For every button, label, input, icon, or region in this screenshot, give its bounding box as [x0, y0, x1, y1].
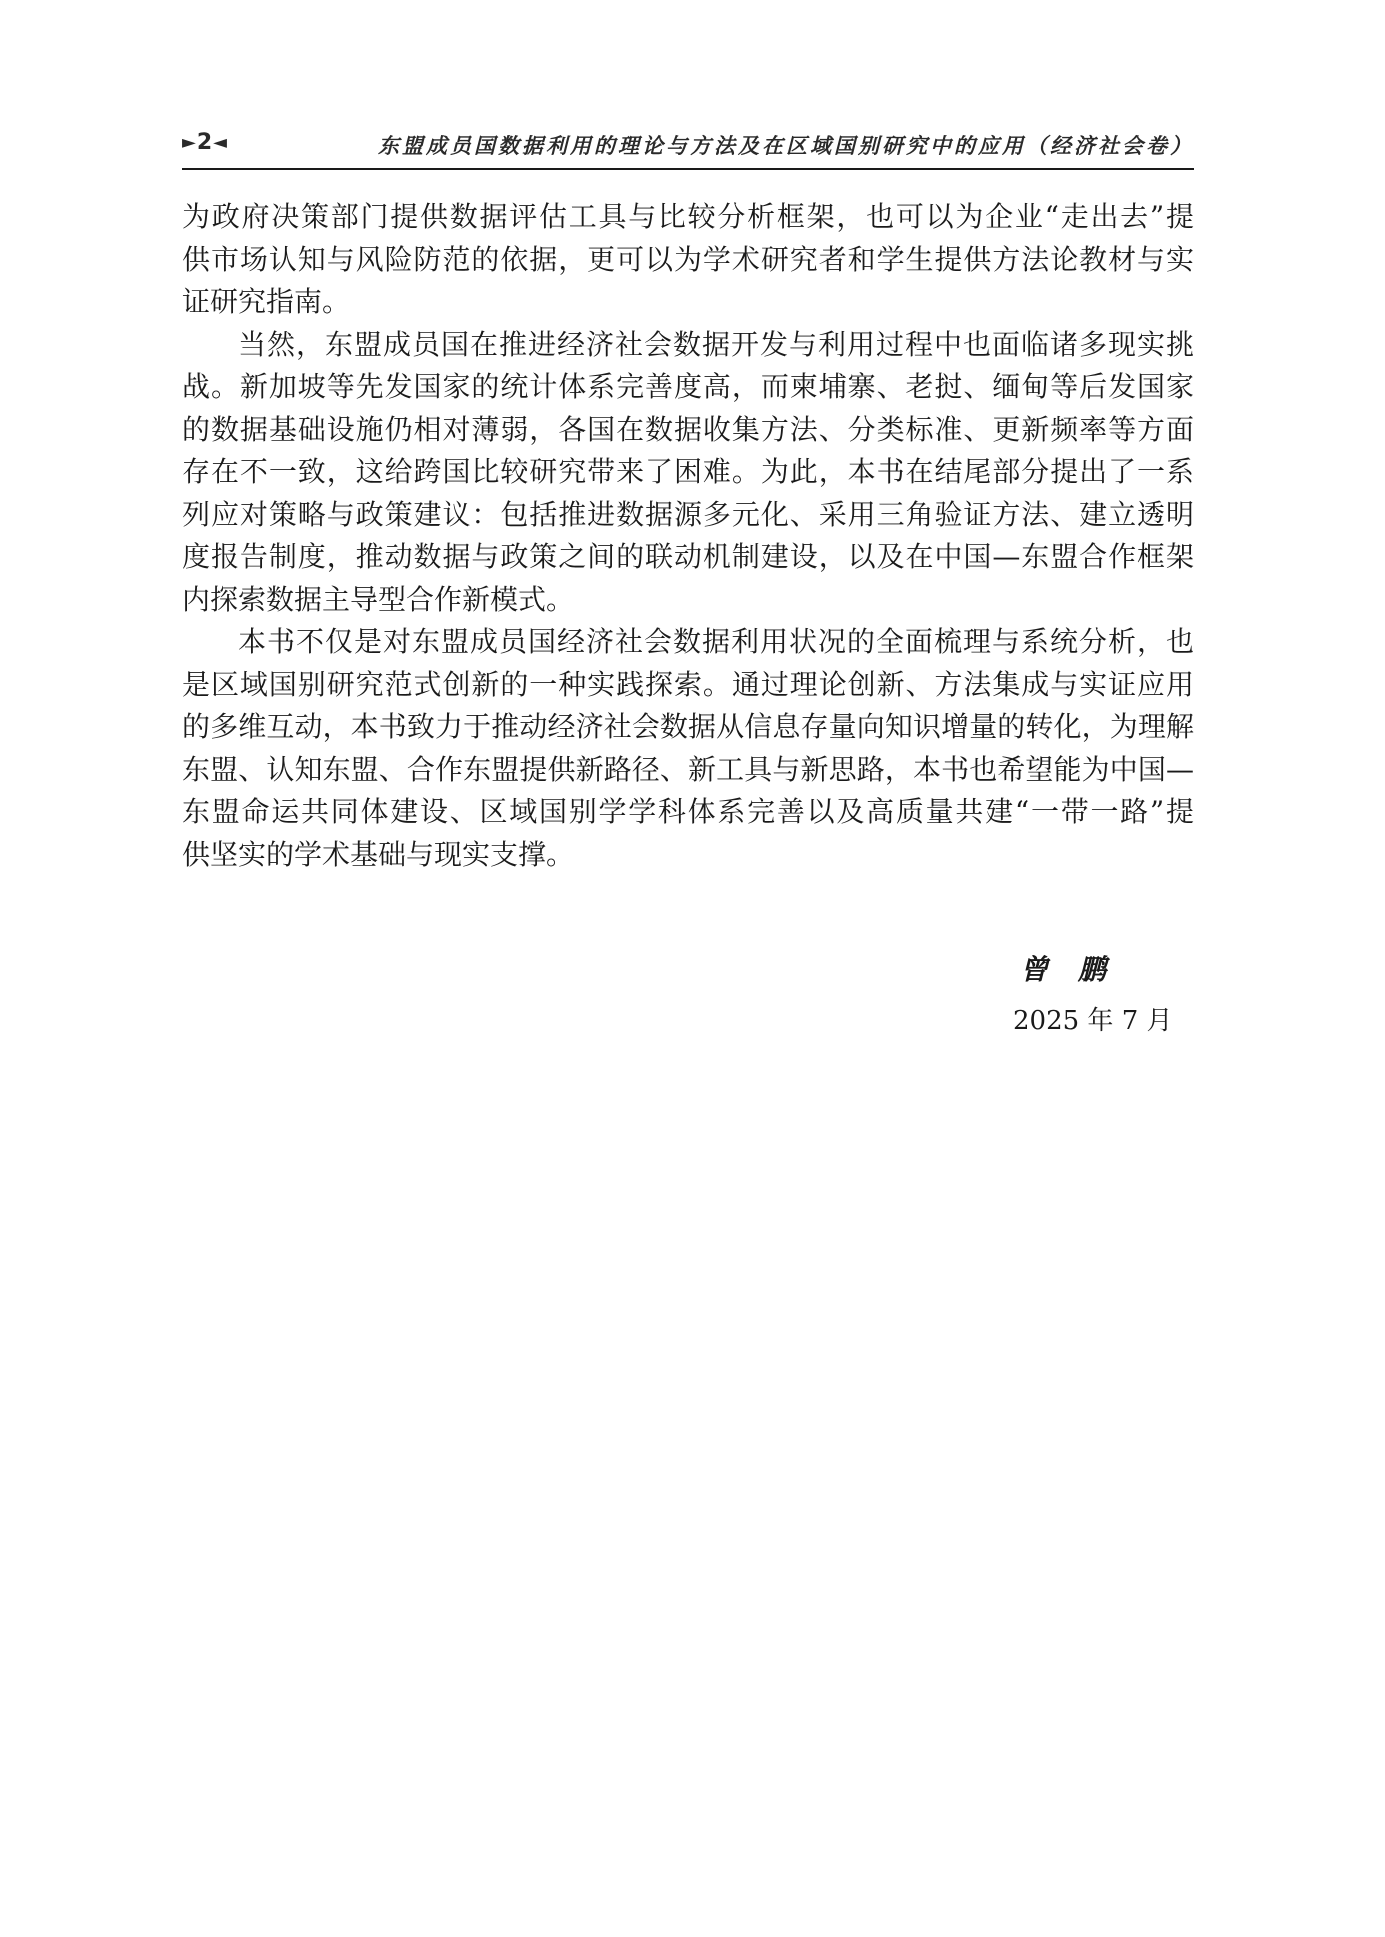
text-line: 供坚实的学术基础与现实支撑。: [182, 837, 575, 871]
text-line: 为政府决策部门提供数据评估工具与比较分析框架，也可以为企业“走出去”提: [182, 200, 1194, 233]
book-title: 东盟成员国数据利用的理论与方法及在区域国别研究中的应用（经济社会卷）: [378, 134, 1194, 158]
page-number: 2: [196, 130, 214, 155]
page-number-marker: [182, 130, 228, 155]
running-header: [182, 128, 1194, 170]
text-line: 的多维互动，本书致力于推动经济社会数据从信息存量向知识增量的转化，为理解: [182, 710, 1194, 743]
left-triangle-icon: ◄: [213, 132, 228, 153]
paragraph-3: [182, 621, 1194, 876]
text-line: 度报告制度，推动数据与政策之间的联动机制建设，以及在中国—东盟合作框架: [182, 540, 1194, 573]
signature-date: 2025 年 7 月: [1013, 1006, 1173, 1036]
body-text: [182, 196, 1194, 876]
text-line: 东盟、认知东盟、合作东盟提供新路径、新工具与新思路，本书也希望能为中国—: [182, 752, 1194, 786]
author-signature: 曾鹏: [1020, 953, 1137, 986]
paragraph-2: [182, 324, 1194, 622]
text-line: 列应对策略与政策建议：包括推进数据源多元化、采用三角验证方法、建立透明: [182, 497, 1194, 531]
text-line: 东盟命运共同体建设、区域国别学学科体系完善以及高质量共建“一带一路”提: [182, 795, 1194, 828]
text-line: 当然，东盟成员国在推进经济社会数据开发与利用过程中也面临诸多现实挑: [238, 327, 1194, 361]
text-line: 战。新加坡等先发国家的统计体系完善度高，而柬埔寨、老挝、缅甸等后发国家: [182, 370, 1194, 403]
text-line: 是区域国别研究范式创新的一种实践探索。通过理论创新、方法集成与实证应用: [182, 667, 1194, 701]
text-line: 存在不一致，这给跨国比较研究带来了困难。为此，本书在结尾部分提出了一系: [182, 455, 1194, 488]
text-line: 本书不仅是对东盟成员国经济社会数据利用状况的全面梳理与系统分析，也: [238, 625, 1194, 658]
text-line: 的数据基础设施仍相对薄弱，各国在数据收集方法、分类标准、更新频率等方面: [182, 412, 1194, 446]
text-line: 供市场认知与风险防范的依据，更可以为学术研究者和学生提供方法论教材与实: [182, 242, 1194, 276]
right-triangle-icon: ►: [182, 132, 197, 153]
text-line: 内探索数据主导型合作新模式。: [182, 582, 575, 616]
text-line: 证研究指南。: [182, 285, 351, 318]
paragraph-1: [182, 196, 1194, 324]
